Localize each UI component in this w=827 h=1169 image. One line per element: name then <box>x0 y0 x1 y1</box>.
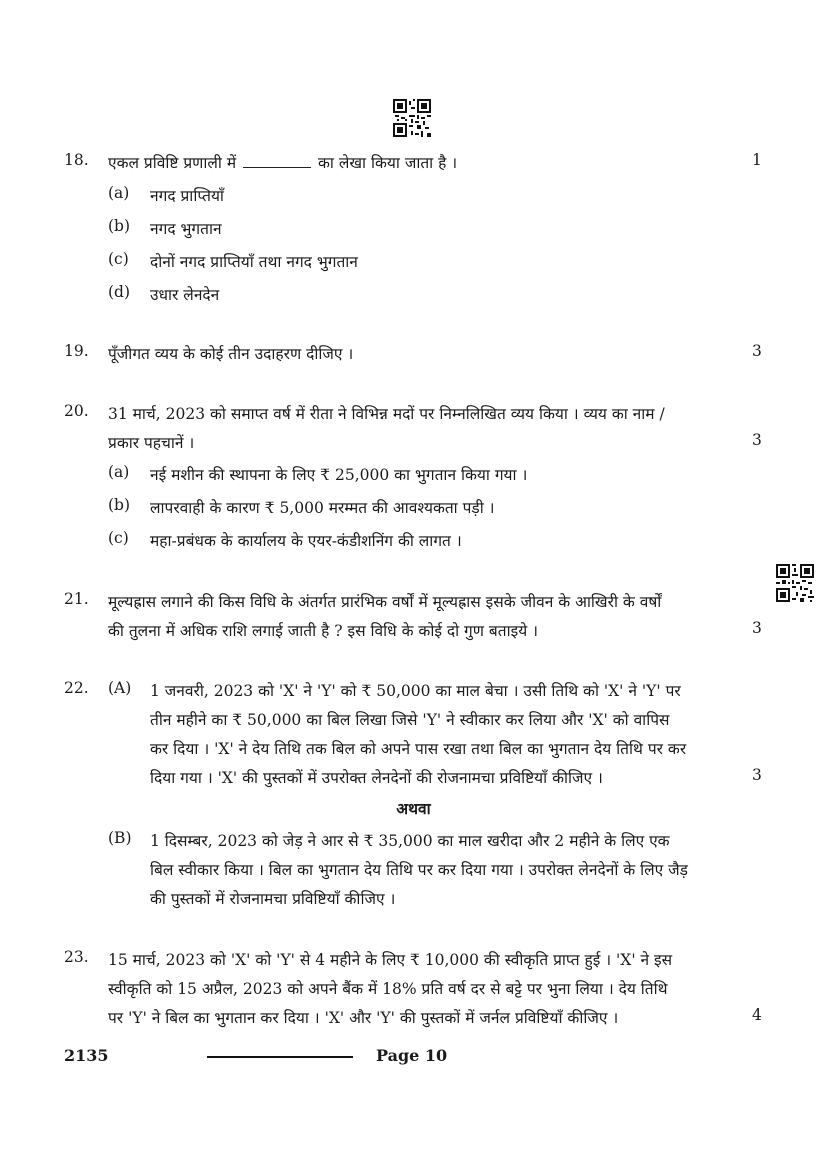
part-label: (A) <box>108 679 132 697</box>
question-21-line: की तुलना में अधिक राशि लगाई जाती है ? इस विधि के कोई दो गुण बताइये । <box>108 622 539 640</box>
option-label: (b) <box>108 496 131 514</box>
question-number: 21. <box>64 590 89 608</box>
question-number: 19. <box>64 342 89 360</box>
question-18-text-before: एकल प्रविष्टि प्रणाली में <box>108 154 237 172</box>
question-20-line: प्रकार पहचानें । <box>108 434 195 452</box>
option-text: उधार लेनदेन <box>150 286 220 304</box>
marks: 3 <box>752 431 762 449</box>
fill-in-blank <box>243 153 311 168</box>
question-22b-line: 1 दिसम्बर, 2023 को जेड़ ने आर से ₹ 35,000 का माल खरीदा और 2 महीने के लिए एक <box>150 832 670 850</box>
marks: 1 <box>752 151 762 169</box>
part-label: (B) <box>108 829 132 847</box>
marks: 3 <box>752 342 762 360</box>
marks: 3 <box>752 766 762 784</box>
question-number: 22. <box>64 679 89 697</box>
marks: 4 <box>752 1006 762 1024</box>
question-22b-line: बिल स्वीकार किया । बिल का भुगतान देय तिथि पर कर दिया गया । उपरोक्त लेनदेनों के लिए जैड़ <box>150 861 688 879</box>
qr-code-side <box>776 564 814 602</box>
option-text: नगद भुगतान <box>150 220 222 238</box>
option-text: नई मशीन की स्थापना के लिए ₹ 25,000 का भुगतान किया गया । <box>150 466 528 484</box>
question-number: 23. <box>64 948 89 966</box>
option-label: (c) <box>108 529 129 547</box>
question-number: 20. <box>64 402 89 420</box>
question-22a-line: कर दिया । 'X' ने देय तिथि तक बिल को अपने पास रखा तथा बिल का भुगतान देय तिथि पर कर <box>150 740 687 758</box>
qr-code-top <box>393 99 431 137</box>
option-label: (a) <box>108 184 130 202</box>
question-23-line: स्वीकृति को 15 अप्रैल, 2023 को अपने बैंक में 18% प्रति वर्ष दर से बट्टे पर भुना लिया । देय तिथि <box>108 980 668 998</box>
footer-divider <box>207 1056 353 1058</box>
question-23-line: पर 'Y' ने बिल का भुगतान कर दिया । 'X' और 'Y' की पुस्तकों में जर्नल प्रविष्टियाँ कीजिए । <box>108 1009 619 1027</box>
question-18-text <box>108 151 457 173</box>
page-number: Page 10 <box>376 1046 448 1065</box>
option-text: दोनों नगद प्राप्तियाँ तथा नगद भुगतान <box>150 253 358 271</box>
question-18-text-after: का लेखा किया जाता है । <box>318 154 458 172</box>
option-text: नगद प्राप्तियाँ <box>150 187 224 205</box>
question-22b-line: की पुस्तकों में रोजनामचा प्रविष्टियाँ कीजिए । <box>150 890 396 908</box>
or-divider: अथवा <box>396 799 431 818</box>
question-number: 18. <box>64 151 89 169</box>
option-label: (a) <box>108 463 130 481</box>
question-22a-line: दिया गया । 'X' की पुस्तकों में उपरोक्त लेनदेनों की रोजनामचा प्रविष्टियाँ कीजिए । <box>150 769 603 787</box>
question-21-line: मूल्यह्रास लगाने की किस विधि के अंतर्गत प्रारंभिक वर्षों में मूल्यह्रास इसके जीवन के आखिरी के वर्षों <box>108 593 662 611</box>
question-23-line: 15 मार्च, 2023 को 'X' को 'Y' से 4 महीने के लिए ₹ 10,000 की स्वीकृति प्राप्त हुई । 'X' ने इस <box>108 951 673 969</box>
option-label: (c) <box>108 250 129 268</box>
question-19-text: पूँजीगत व्यय के कोई तीन उदाहरण दीजिए । <box>108 345 354 363</box>
question-20-line: 31 मार्च, 2023 को समाप्त वर्ष में रीता ने विभिन्न मदों पर निम्नलिखित व्यय किया । व्यय का नाम / <box>108 405 665 423</box>
option-label: (b) <box>108 217 131 235</box>
question-22a-line: तीन महीने का ₹ 50,000 का बिल लिखा जिसे 'Y' ने स्वीकार कर लिया और 'X' को वापिस <box>150 711 670 729</box>
paper-code: 2135 <box>64 1046 109 1065</box>
option-label: (d) <box>108 283 131 301</box>
option-text: लापरवाही के कारण ₹ 5,000 मरम्मत की आवश्यकता पड़ी । <box>150 499 495 517</box>
option-text: महा-प्रबंधक के कार्यालय के एयर-कंडीशनिंग की लागत । <box>150 532 462 550</box>
marks: 3 <box>752 619 762 637</box>
question-22a-line: 1 जनवरी, 2023 को 'X' ने 'Y' को ₹ 50,000 का माल बेचा । उसी तिथि को 'X' ने 'Y' पर <box>150 682 681 700</box>
